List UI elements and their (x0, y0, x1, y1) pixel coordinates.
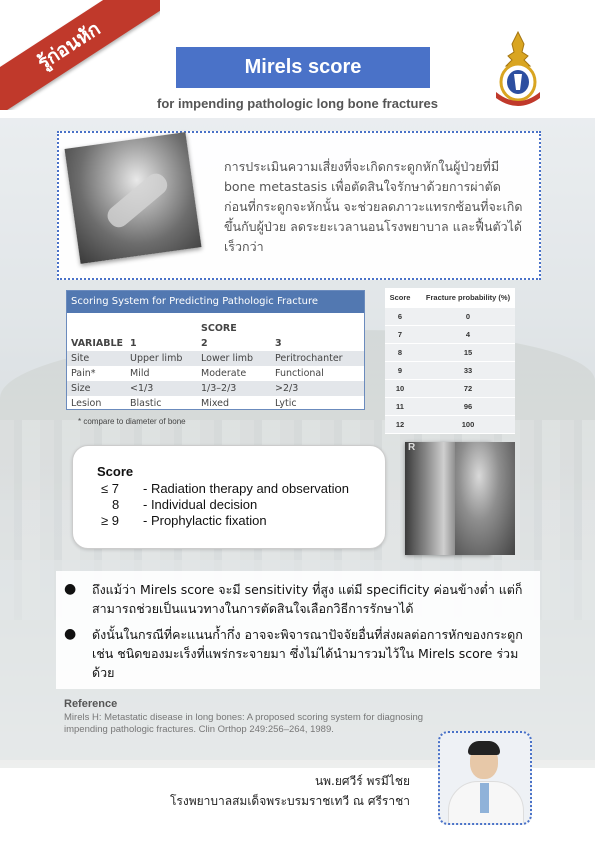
table-cell: 6 (397, 312, 403, 321)
table-cell: <1/3 (130, 383, 154, 394)
ribbon-label: รู้ก่อนหัก (0, 0, 160, 110)
table-cell: >2/3 (275, 383, 299, 394)
score-action: - Individual decision (143, 497, 258, 512)
table-cell: Blastic (130, 398, 162, 409)
score-value: 8 (112, 497, 120, 512)
table-cell: Peritrochanter (275, 353, 343, 364)
scoring-table-title: Scoring System for Predicting Pathologic Fracture (67, 291, 364, 313)
table-cell: 11 (396, 402, 404, 411)
author-photo (438, 731, 532, 825)
table-cell: Lesion (71, 398, 102, 409)
page-title: Mirels score (176, 47, 430, 88)
table-cell: Mild (130, 368, 150, 379)
column-header: Score (389, 293, 411, 302)
table-cell: Upper limb (130, 353, 183, 364)
column-header: VARIABLE (71, 338, 124, 349)
table-cell: 1/3–2/3 (201, 383, 237, 394)
table-header-row (385, 288, 515, 308)
hip-xray-image (65, 132, 202, 264)
table-cell: Site (71, 353, 90, 364)
table-row (67, 313, 364, 321)
fracture-probability-table (385, 288, 515, 434)
corner-ribbon (0, 0, 160, 110)
author-name: นพ.ยศวีร์ พรมีไชย (314, 774, 410, 788)
table-row (67, 351, 364, 366)
table-row (67, 381, 364, 396)
table-row (385, 416, 515, 434)
table-row (385, 326, 515, 344)
table-cell: Moderate (201, 368, 247, 379)
column-header: 2 (201, 338, 208, 349)
score-header: SCORE (201, 323, 237, 334)
table-cell: 72 (463, 384, 473, 393)
score-line (97, 497, 257, 512)
table-cell: Mixed (201, 398, 230, 409)
author-hospital: โรงพยาบาลสมเด็จพระบรมราชเทวี ณ ศรีราชา (169, 794, 410, 808)
hospital-emblem-icon (490, 30, 546, 106)
table-cell: 9 (397, 366, 403, 375)
column-header: 3 (275, 338, 282, 349)
table-footnote: * compare to diameter of bone (78, 417, 186, 426)
note-text: ถึงแม้ว่า Mirels score จะมี sensitivity ที่สูง แต่มี specificity ค่อนข้างต่ำ แต่ก็สามารถช่วยเป็นแนวทางในการตัดสินใจเลือกวิธีการรักษาได้ (92, 582, 523, 616)
table-cell: 96 (463, 402, 473, 411)
table-cell: 4 (465, 330, 471, 339)
table-row (385, 380, 515, 398)
table-cell: 33 (463, 366, 473, 375)
table-cell: 100 (461, 420, 475, 429)
table-header-row (67, 336, 364, 351)
table-row (385, 398, 515, 416)
table-cell: Lytic (275, 398, 297, 409)
reference-text: Mirels H: Metastatic disease in long bones: A proposed scoring system for diagnosing impending pathologic fractures. Clin Orthop 249:256–264, 1989. (64, 712, 424, 735)
xray-side-marker: R (408, 442, 416, 453)
table-cell: Pain* (71, 368, 96, 379)
page-subtitle: for impending pathologic long bone fractures (157, 96, 438, 111)
table-cell: 7 (397, 330, 403, 339)
table-cell: Functional (275, 368, 324, 379)
table-row (385, 308, 515, 326)
score-value: ≥ 9 (101, 513, 119, 528)
list-item (64, 580, 532, 618)
table-row (67, 321, 364, 336)
column-header: 1 (130, 338, 137, 349)
author-tie (480, 783, 489, 813)
table-cell: 10 (395, 384, 405, 393)
score-line (97, 481, 349, 496)
table-row (67, 396, 364, 411)
score-value: ≤ 7 (101, 481, 119, 496)
table-cell: 12 (395, 420, 405, 429)
score-line (97, 513, 267, 528)
table-row (385, 344, 515, 362)
intro-text: การประเมินความเสี่ยงที่จะเกิดกระดูกหักในผู้ป่วยที่มี bone metastasis เพื่อตัดสินใจรักษาด้วยการผ่าตัดก่อนที่กระดูกจะหักนั้น จะช่วยลดภาวะแทรกซ้อนที่จะเกิดขึ้นกับผู้ป่วย ลดระยะเวลานอนโรงพยาบาล และฟื้นตัวได้เร็วกว่า (224, 159, 523, 254)
note-text: ดังนั้นในกรณีที่คะแนนก้ำกึ่ง อาจจะพิจารณาปัจจัยอื่นที่ส่งผลต่อการหักของกระดูก เช่น ชนิดของมะเร็งที่แพร่กระจายมา ซึ่งไม่ได้นำมารวมไว้ใน Mirels score ร่วมด้วย (92, 627, 523, 680)
hip-xray-image-2 (455, 442, 515, 555)
table-cell: 15 (463, 348, 473, 357)
bullet-icon: ● (64, 581, 77, 597)
scoring-system-table (66, 290, 365, 410)
bullet-icon: ● (64, 626, 77, 642)
table-cell: 0 (465, 312, 471, 321)
reference-heading: Reference (64, 698, 118, 710)
score-box-title: Score (97, 464, 134, 479)
list-item (64, 625, 532, 682)
table-row (385, 362, 515, 380)
score-action: - Prophylactic fixation (143, 513, 267, 528)
column-header: Fracture probability (%) (425, 293, 511, 302)
table-cell: Size (71, 383, 91, 394)
score-action: - Radiation therapy and observation (143, 481, 349, 496)
table-cell: 8 (397, 348, 403, 357)
author-hair (468, 741, 500, 755)
table-cell: Lower limb (201, 353, 254, 364)
table-row (67, 366, 364, 381)
